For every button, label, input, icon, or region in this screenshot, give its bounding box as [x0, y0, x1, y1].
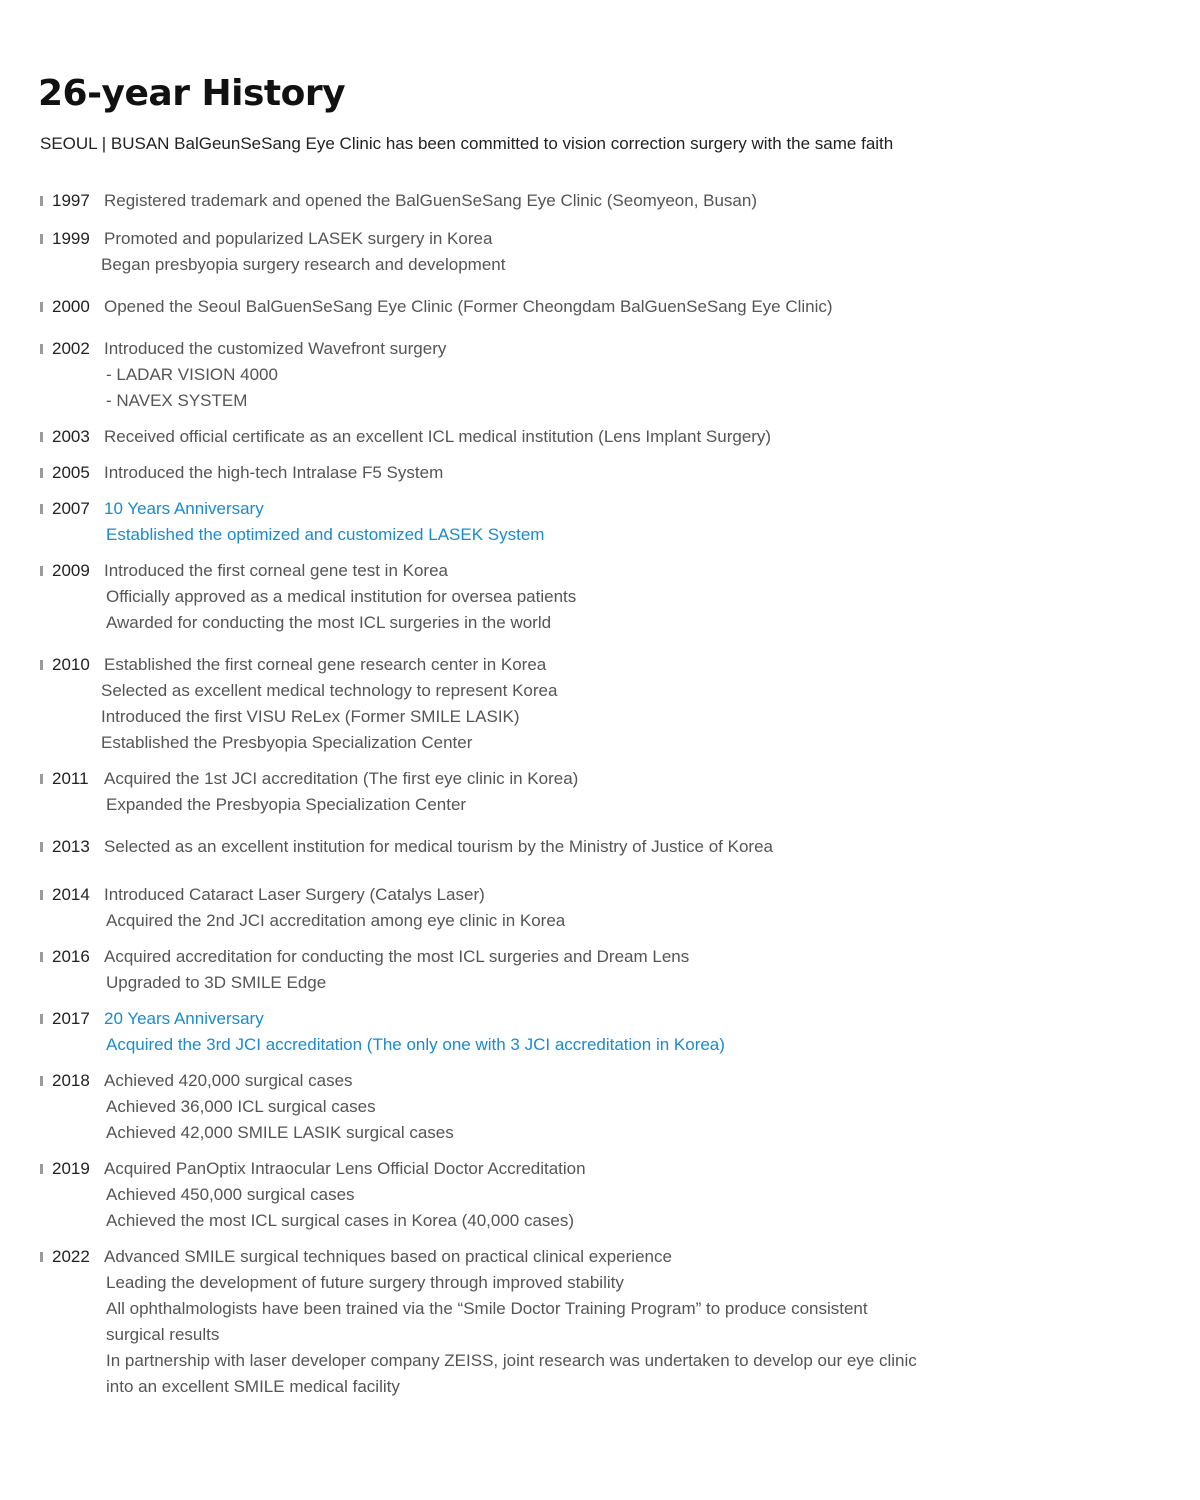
entry-line: Acquired the 3rd JCI accreditation (The only one with 3 JCI accreditation in Korea)	[106, 1035, 725, 1054]
entry-line: into an excellent SMILE medical facility	[106, 1377, 400, 1396]
bullet-marker	[40, 234, 43, 244]
bullet-marker	[40, 952, 43, 962]
entry-year: 2000	[52, 297, 90, 316]
entry-line: Acquired PanOptix Intraocular Lens Official Doctor Accreditation	[104, 1159, 586, 1178]
entry-line: Achieved 450,000 surgical cases	[106, 1185, 355, 1204]
entry-year: 2009	[52, 561, 90, 580]
entry-line: Leading the development of future surgery through improved stability	[106, 1273, 624, 1292]
entry-line: Officially approved as a medical institution for oversea patients	[106, 587, 577, 606]
bullet-marker	[40, 432, 43, 442]
entry-year: 2018	[52, 1071, 90, 1090]
entry-line: Selected as an excellent institution for medical tourism by the Ministry of Justice of Korea	[104, 837, 773, 856]
page-title: 26-year History	[38, 73, 346, 114]
entry-line: Expanded the Presbyopia Specialization Center	[106, 795, 467, 814]
entry-line: Awarded for conducting the most ICL surgeries in the world	[106, 613, 552, 632]
entry-line: Upgraded to 3D SMILE Edge	[106, 973, 327, 992]
entry-line: Introduced the high-tech Intralase F5 System	[104, 463, 444, 482]
bullet-marker	[40, 842, 43, 852]
entry-year: 2005	[52, 463, 90, 482]
entry-year: 2003	[52, 427, 90, 446]
entry-year: 2002	[52, 339, 90, 358]
entry-line: Established the first corneal gene research center in Korea	[104, 655, 547, 674]
entry-year: 2019	[52, 1159, 90, 1178]
entry-line: Advanced SMILE surgical techniques based on practical clinical experience	[104, 1247, 672, 1266]
entry-line: Introduced Cataract Laser Surgery (Catalys Laser)	[104, 885, 485, 904]
entry-year: 2022	[52, 1247, 90, 1266]
entry-line: surgical results	[106, 1325, 220, 1344]
bullet-marker	[40, 344, 43, 354]
entry-year: 2010	[52, 655, 90, 674]
bullet-marker	[40, 504, 43, 514]
entry-year: 2016	[52, 947, 90, 966]
entry-year: 2013	[52, 837, 90, 856]
entry-line: - NAVEX SYSTEM	[106, 391, 248, 410]
bullet-marker	[40, 1252, 43, 1262]
entry-line: Achieved 36,000 ICL surgical cases	[106, 1097, 376, 1116]
entry-line: Registered trademark and opened the BalGuenSeSang Eye Clinic (Seomyeon, Busan)	[104, 191, 757, 210]
entry-line: Received official certificate as an excellent ICL medical institution (Lens Implant Surgery)	[104, 427, 772, 446]
entry-line: Opened the Seoul BalGuenSeSang Eye Clinic (Former Cheongdam BalGuenSeSang Eye Clinic)	[104, 297, 833, 316]
bullet-marker	[40, 468, 43, 478]
entry-year: 1997	[52, 191, 90, 210]
bullet-marker	[40, 1014, 43, 1024]
entry-line: 20 Years Anniversary	[104, 1009, 264, 1028]
entry-line: 10 Years Anniversary	[104, 499, 264, 518]
entry-line: Acquired the 2nd JCI accreditation among eye clinic in Korea	[106, 911, 566, 930]
entry-line: Promoted and popularized LASEK surgery in Korea	[104, 229, 493, 248]
entry-year: 2007	[52, 499, 90, 518]
bullet-marker	[40, 660, 43, 670]
entry-line: Selected as excellent medical technology to represent Korea	[101, 681, 558, 700]
entry-line: Acquired the 1st JCI accreditation (The first eye clinic in Korea)	[104, 769, 579, 788]
entry-line: - LADAR VISION 4000	[106, 365, 278, 384]
entry-year: 2014	[52, 885, 90, 904]
bullet-marker	[40, 890, 43, 900]
entry-line: Began presbyopia surgery research and development	[101, 255, 506, 274]
bullet-marker	[40, 566, 43, 576]
entry-line: Achieved 42,000 SMILE LASIK surgical cases	[106, 1123, 454, 1142]
entry-line: Established the Presbyopia Specialization Center	[101, 733, 473, 752]
entry-line: Introduced the first corneal gene test in Korea	[104, 561, 448, 580]
page-subtitle: SEOUL | BUSAN BalGeunSeSang Eye Clinic has been committed to vision correction surgery with the same faith	[40, 134, 894, 153]
bullet-marker	[40, 196, 43, 206]
entry-line: Introduced the first VISU ReLex (Former SMILE LASIK)	[101, 707, 520, 726]
bullet-marker	[40, 302, 43, 312]
entry-line: Established the optimized and customized LASEK System	[106, 525, 545, 544]
entry-line: In partnership with laser developer company ZEISS, joint research was undertaken to develop our eye clinic	[106, 1351, 917, 1370]
entry-line: Achieved 420,000 surgical cases	[104, 1071, 353, 1090]
entry-line: Acquired accreditation for conducting the most ICL surgeries and Dream Lens	[104, 947, 690, 966]
entry-year: 2017	[52, 1009, 90, 1028]
entry-line: Introduced the customized Wavefront surgery	[104, 339, 447, 358]
entry-line: Achieved the most ICL surgical cases in Korea (40,000 cases)	[106, 1211, 575, 1230]
bullet-marker	[40, 1164, 43, 1174]
entry-line: All ophthalmologists have been trained via the “Smile Doctor Training Program” to produce consistent	[106, 1299, 868, 1318]
bullet-marker	[40, 774, 43, 784]
bullet-marker	[40, 1076, 43, 1086]
entry-year: 2011	[52, 769, 89, 788]
entry-year: 1999	[52, 229, 90, 248]
